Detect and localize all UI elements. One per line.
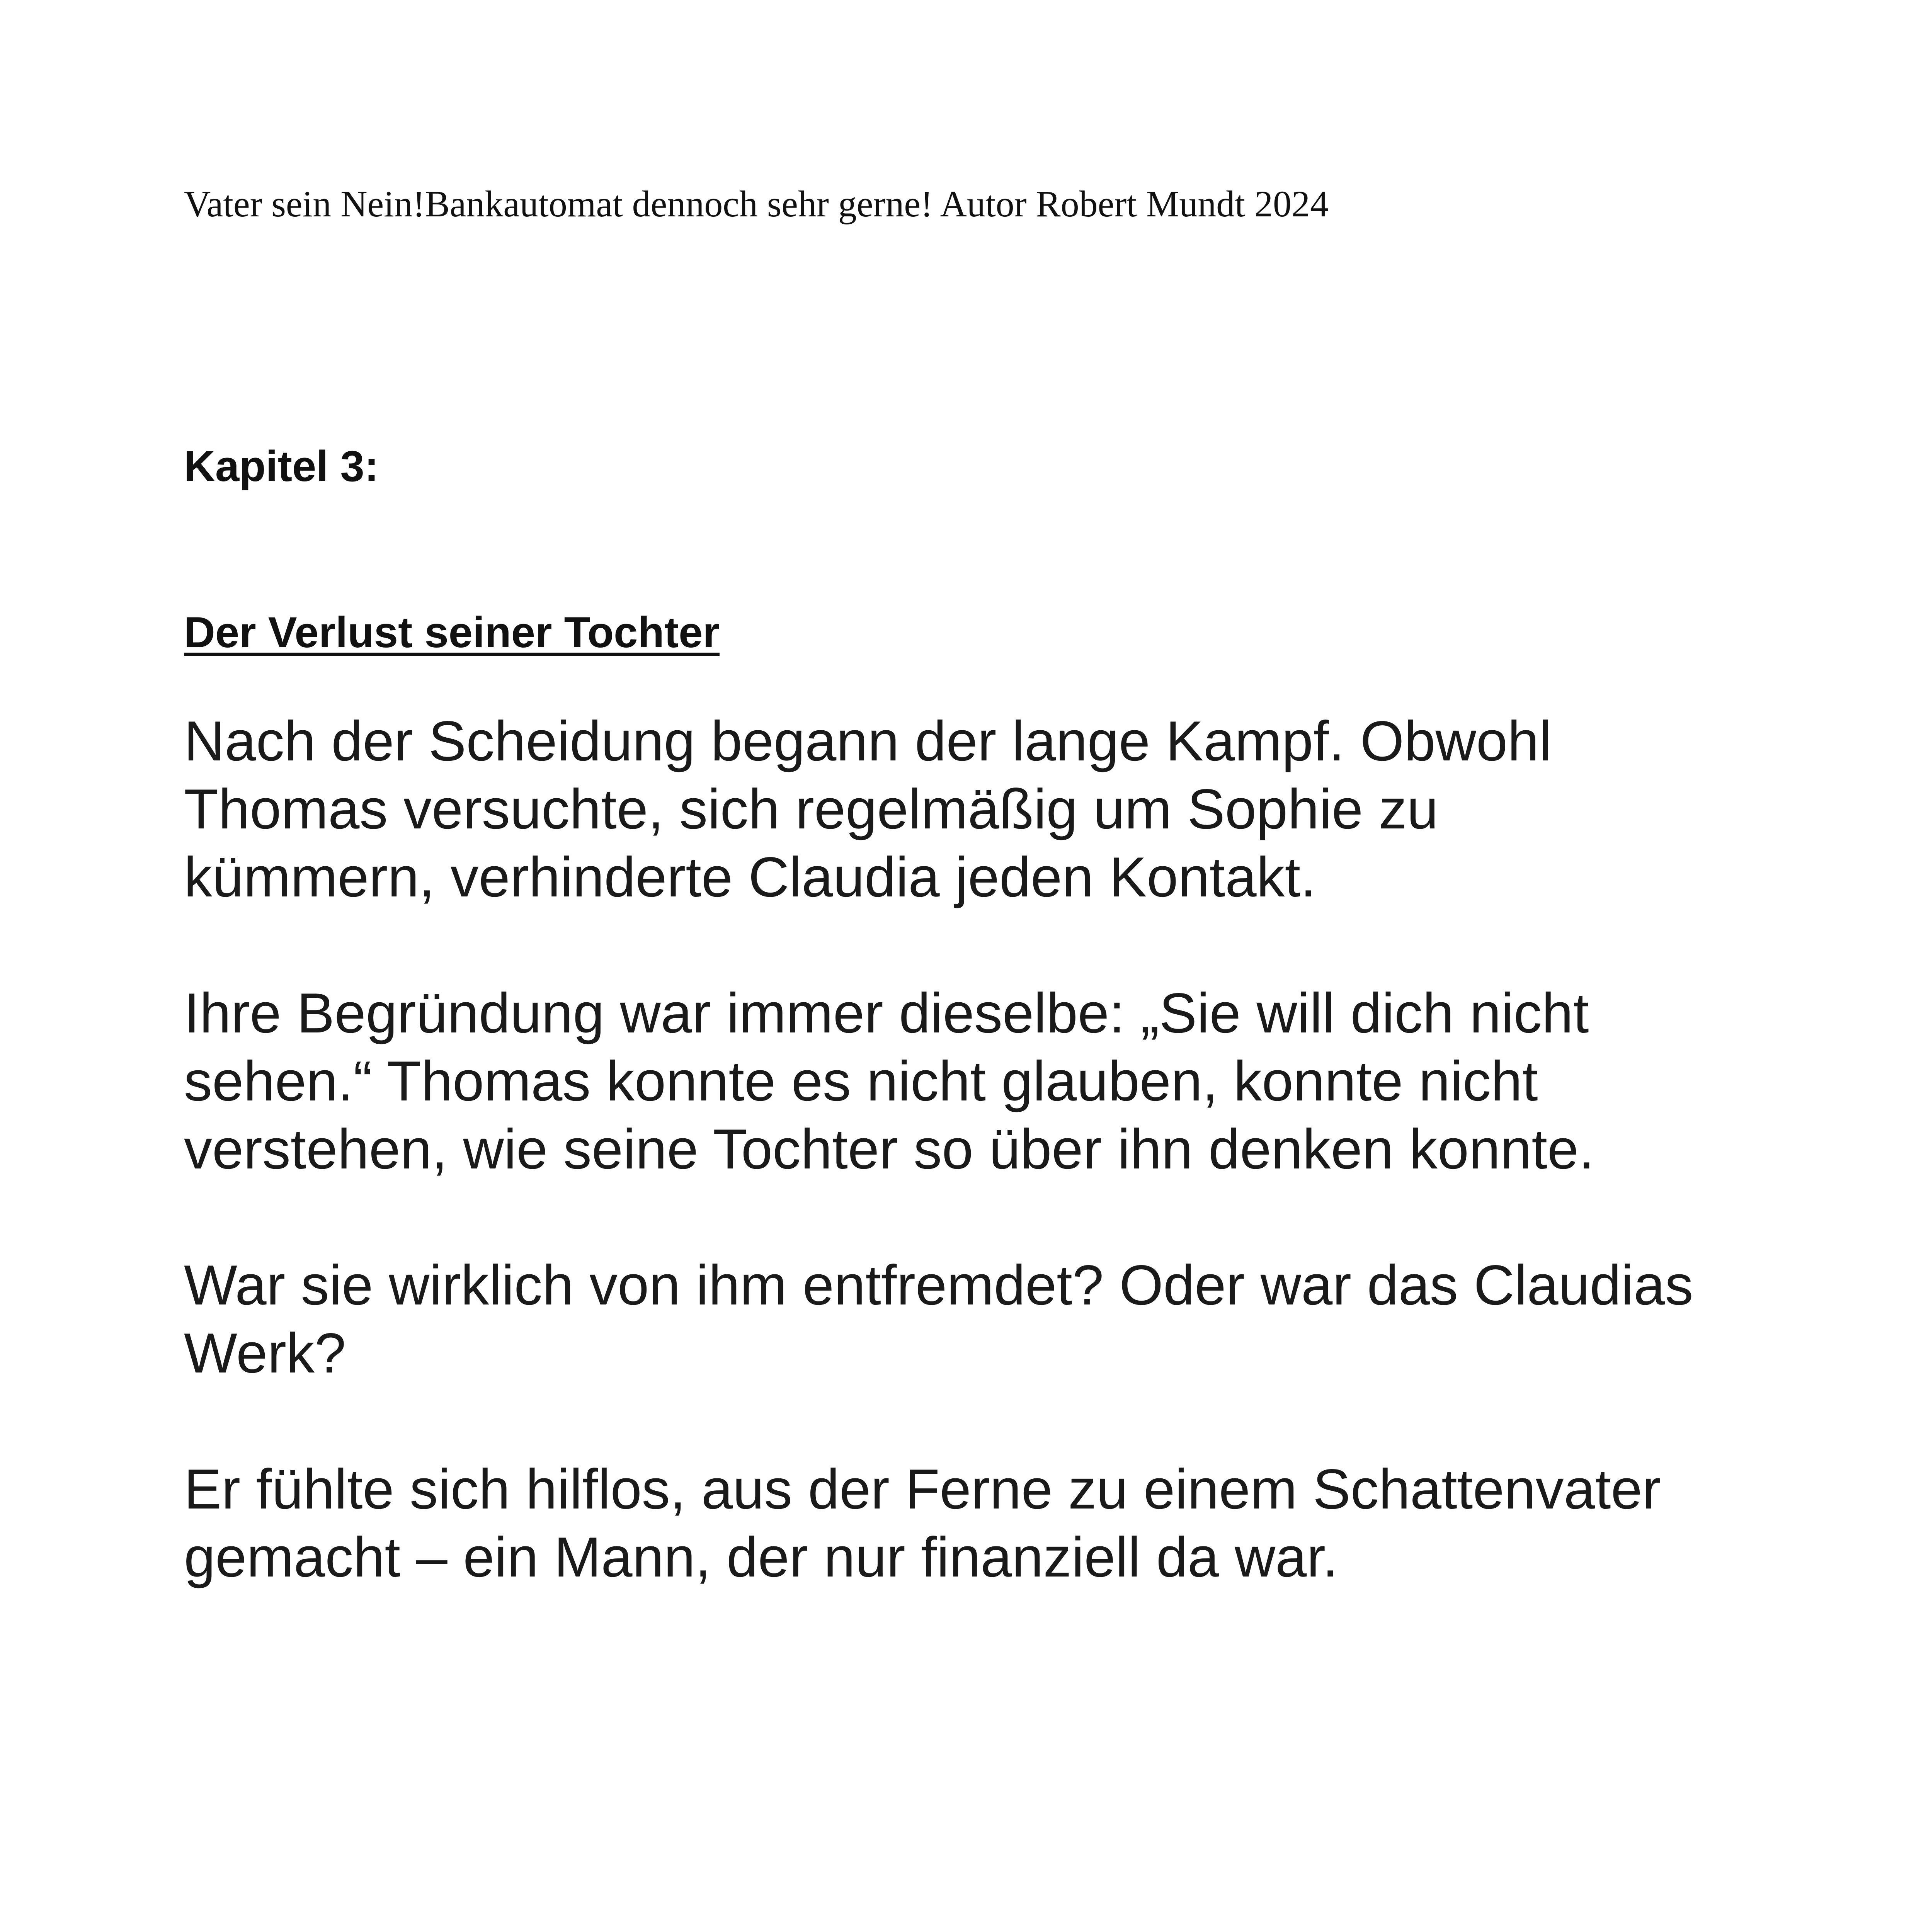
text-line: sehen.“ Thomas konnte es nicht glauben, konnte nicht <box>184 1049 1538 1112</box>
text-line: verstehen, wie seine Tochter so über ihn denken konnte. <box>184 1117 1594 1180</box>
chapter-label: Kapitel 3: <box>184 442 379 490</box>
body-text <box>184 707 1788 1591</box>
paragraph-1 <box>184 707 1788 911</box>
paragraph-3 <box>184 1251 1788 1387</box>
running-header: Vater sein Nein!Bankautomat dennoch sehr gerne! Autor Robert Mundt 2024 <box>184 183 1329 224</box>
paragraph-4 <box>184 1455 1788 1591</box>
text-line: gemacht – ein Mann, der nur finanziell da war. <box>184 1526 1338 1588</box>
text-line: Thomas versuchte, sich regelmäßig um Sophie zu <box>184 777 1438 840</box>
text-line: Nach der Scheidung begann der lange Kampf. Obwohl <box>184 709 1552 772</box>
text-line: War sie wirklich von ihm entfremdet? Oder war das Claudias <box>184 1253 1693 1316</box>
chapter-title: Der Verlust seiner Tochter <box>184 608 720 656</box>
text-line: Ihre Begründung war immer dieselbe: „Sie will dich nicht <box>184 981 1589 1044</box>
paragraph-2 <box>184 979 1788 1183</box>
text-line: Er fühlte sich hilflos, aus der Ferne zu einem Schattenvater <box>184 1458 1661 1520</box>
text-line: kümmern, verhinderte Claudia jeden Kontakt. <box>184 845 1316 908</box>
text-line: Werk? <box>184 1321 346 1384</box>
